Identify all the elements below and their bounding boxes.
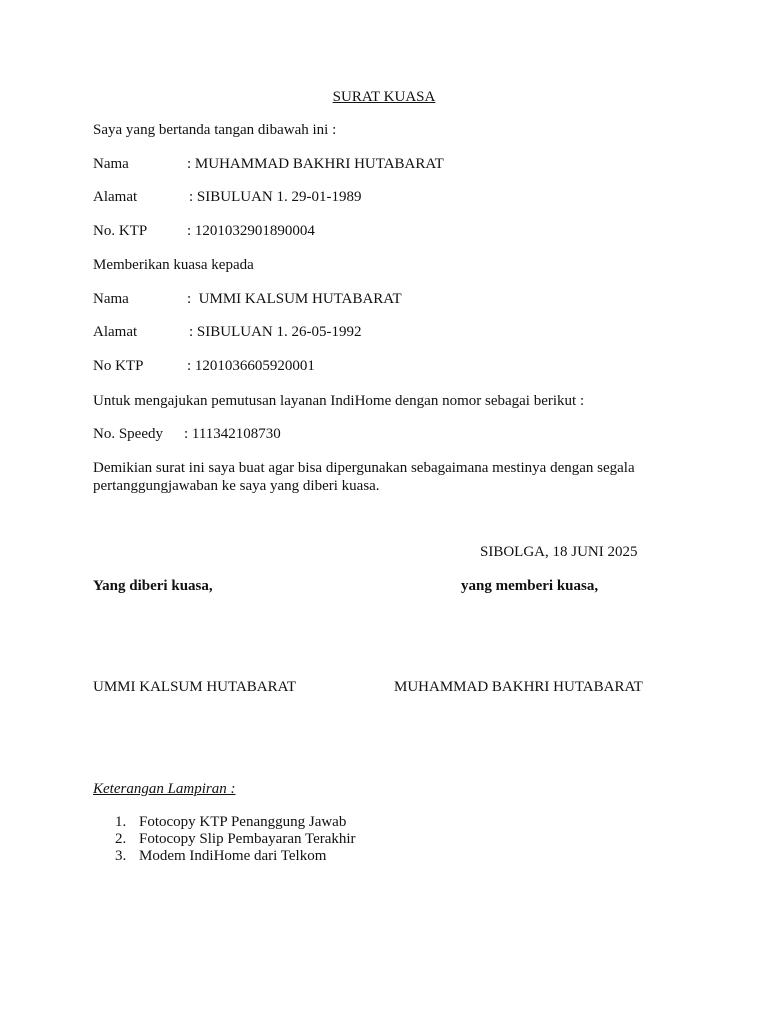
list-item-number: 3. <box>115 848 127 864</box>
list-item <box>115 814 356 831</box>
speedy-value: : 111342108730 <box>184 426 281 442</box>
list-item-text: Fotocopy KTP Penanggung Jawab <box>139 814 347 830</box>
grantee-name-label: Nama <box>93 291 129 307</box>
grantor-name-value: : MUHAMMAD BAKHRI HUTABARAT <box>187 156 444 172</box>
document-title: SURAT KUASA <box>332 89 436 105</box>
grantee-name-value: : UMMI KALSUM HUTABARAT <box>187 291 402 307</box>
closing-paragraph: Demikian surat ini saya buat agar bisa dipergunakan sebagaimana mestinya dengan segala pertanggungjawaban ke saya yang diberi kuasa. <box>93 460 635 494</box>
intro-text: Saya yang bertanda tangan dibawah ini : <box>93 122 337 138</box>
grantee-address-label: Alamat <box>93 324 138 340</box>
list-item <box>115 831 356 848</box>
list-item-number: 1. <box>115 814 127 830</box>
signature-left-label: Yang diberi kuasa, <box>93 578 213 594</box>
grantor-address-label: Alamat <box>93 189 138 205</box>
list-item-text: Modem IndiHome dari Telkom <box>139 848 327 864</box>
grantee-ktp-label: No KTP <box>93 358 144 374</box>
signature-left-name: UMMI KALSUM HUTABARAT <box>93 679 296 695</box>
grantee-ktp-value: : 1201036605920001 <box>187 358 315 374</box>
grant-statement: Memberikan kuasa kepada <box>93 257 254 273</box>
grantor-address-value: : SIBULUAN 1. 29-01-1989 <box>189 189 362 205</box>
signature-right-name: MUHAMMAD BAKHRI HUTABARAT <box>394 679 643 695</box>
list-item-number: 2. <box>115 831 127 847</box>
place-date: SIBOLGA, 18 JUNI 2025 <box>480 544 638 560</box>
grantee-address-value: : SIBULUAN 1. 26-05-1992 <box>189 324 362 340</box>
purpose-text: Untuk mengajukan pemutusan layanan IndiHome dengan nomor sebagai berikut : <box>93 393 585 409</box>
speedy-label: No. Speedy <box>93 426 163 442</box>
attachments-heading: Keterangan Lampiran : <box>93 781 236 797</box>
list-item-text: Fotocopy Slip Pembayaran Terakhir <box>139 831 356 847</box>
grantor-ktp-label: No. KTP <box>93 223 148 239</box>
grantor-name-label: Nama <box>93 156 129 172</box>
list-item <box>115 848 356 865</box>
grantor-ktp-value: : 1201032901890004 <box>187 223 315 239</box>
signature-right-label: yang memberi kuasa, <box>461 578 599 594</box>
attachments-list <box>115 814 356 865</box>
